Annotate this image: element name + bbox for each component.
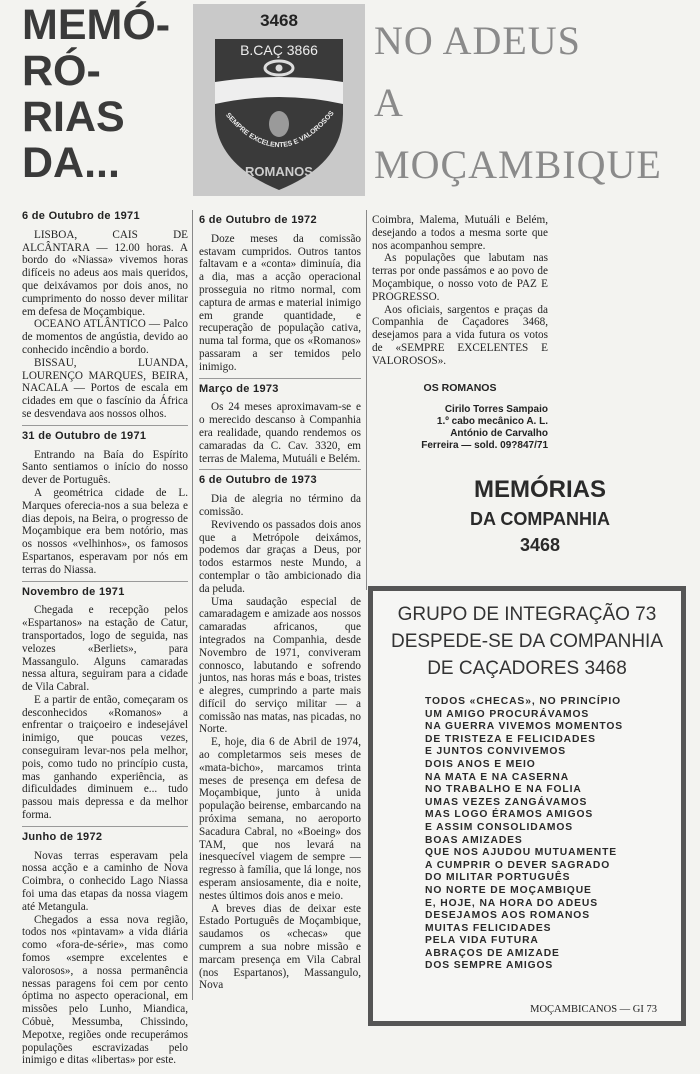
paragraph: As populações que labutam nas terras por onde passámos e ao povo de Moçambique, o nosso voto de PAZ E PROGRESSO. — [372, 252, 548, 303]
crest-number: 3468 — [260, 11, 298, 30]
farewell-signature: MOÇAMBICANOS — GI 73 — [530, 1004, 657, 1015]
poem-line: E JUNTOS CONVIVEMOS — [425, 746, 567, 758]
poem-line: QUE NOS AJUDOU MUTUAMENTE — [425, 847, 618, 859]
poem-line: DOIS ANOS E MEIO — [425, 758, 536, 770]
article-section — [199, 214, 361, 379]
article-column-1 — [22, 206, 188, 1074]
kicker-line: RÓ- — [22, 47, 101, 95]
farewell-title — [379, 601, 675, 682]
section-date: 6 de Outubro de 1973 — [199, 474, 317, 487]
paragraph: A breves dias de deixar este Estado Português de Moçambique, saudamos os «checas» que cumprem a sua nobre missão e marcam presença em Vila Cabral (nos Espartanos), Massangulo, Nova — [199, 902, 361, 992]
article-column-3 — [372, 214, 548, 452]
poem-line: PELA VIDA FUTURA — [425, 935, 539, 947]
section-date: 31 de Outubro de 1971 — [22, 429, 147, 442]
poem-line: BOAS AMIZADES — [425, 834, 523, 846]
signature-line: 1.º cabo mecânico A. L. — [436, 416, 548, 428]
memorias-number: 3468 — [519, 535, 561, 555]
article-section — [199, 383, 361, 471]
paragraph: OCEANO ATLÂNTICO — Palco de momentos de angústia, devido ao conhecido incêndio a bordo. — [22, 318, 188, 356]
poem-line: NA GUERRA VIVEMOS MOMENTOS — [425, 721, 624, 733]
farewell-box — [368, 586, 686, 1026]
crest-shield-icon — [193, 4, 365, 196]
headline-line: MOÇAMBIQUE — [374, 142, 662, 187]
poem-line: UM AMIGO PROCURÁVAMOS — [425, 708, 590, 720]
paragraph: BISSAU, LUANDA, LOURENÇO MARQUES, BEIRA, NACALA — Portos de escala em cidades em que o fascínio da África se desvendava aos nossos olhos. — [22, 356, 188, 420]
signature-line: Ferreira — sold. 09?847/71 — [421, 440, 548, 452]
memorias-title: MEMÓRIAS — [474, 476, 606, 503]
poem-line: E, HOJE, NA HORA DO ADEUS — [425, 897, 598, 909]
article-column-2 — [199, 210, 361, 999]
section-date: Novembro de 1971 — [22, 585, 125, 598]
headline — [374, 10, 694, 196]
paragraph: Chegados a essa nova região, todos nos «pintavam» a vida diária como «fora-de-série», mas como fomos «sempre excelentes e valorosos», a nossa permanência nessas paragens foi cem por cento óptima no aspecto operacional, em missões pelo Lunho, Miandica, Cóbuè, Messumba, Chissindo, Mepotxe, regiões onde recuperámos populações escravizadas pelo inimigo e ditas «libertas» por este. — [22, 913, 188, 1067]
paragraph: Dia de alegria no término da comissão. — [199, 493, 361, 518]
column-divider — [366, 210, 367, 590]
paragraph: Uma saudação especial de camaradagem e amizade aos nossos camaradas africanos, que integrados na Companhia, desde Novembro de 1971, conviveram connosco, labutando e sofrendo juntos, nas horas más e boas, tristes e alegres, cumprindo a parte mais difícil do serviço militar — a comissão nas matas, nas picadas, no Norte. — [199, 595, 361, 736]
paragraph: Aos oficiais, sargentos e praças da Companhia de Caçadores 3468, desejamos para a vida futura os votos de «SEMPRE EXCELENTES E VALOROSOS». — [372, 303, 548, 367]
paragraph: Novas terras esperavam pela nossa acção e a caminho de Nova Coimbra, o conhecido Lago Niassa foi uma das etapas da nossa viagem até Metangula. — [22, 849, 188, 913]
paragraph: Os 24 meses aproximavam-se e o merecido descanso à Companhia era realidade, quando rendemos os camaradas da C. Cav. 3320, em terras de Malema, Mutuáli e Belém. — [199, 401, 361, 465]
poem-line: DESEJAMOS AOS ROMANOS — [425, 910, 590, 922]
paragraph: LISBOA, CAIS DE ALCÂNTARA — 12.00 horas. A bordo do «Niassa» vivemos horas difíceis no adeus aos mais queridos, que deixávamos por dois anos, no cumprimento do nosso dever militar em defesa de Moçambique. — [22, 228, 188, 318]
poem-line: ABRAÇOS DE AMIZADE — [425, 947, 560, 959]
poem-line: E ASSIM CONSOLIDAMOS — [425, 821, 574, 833]
poem-line: DO MILITAR PORTUGUÊS — [425, 872, 571, 884]
paragraph: Chegada e recepção pelos «Espartanos» na estação de Catur, transportados, logo de seguida, nas velozes «Berliets», para Massangulo. Alguns camaradas nessa altura, seguiram para a cidade de Vila Cabral. — [22, 604, 188, 694]
article-section — [22, 210, 188, 426]
farewell-title-line: GRUPO DE INTEGRAÇÃO 73 — [397, 604, 657, 625]
memorias-box — [455, 474, 625, 580]
kicker-line: MEMÓ- — [22, 1, 171, 49]
paragraph: A geométrica cidade de L. Marques oferecia-nos a sua beleza e dias depois, na Beira, o progresso de Moçambique era bem notório, mas os nossos «velhinhos», os famosos Espartanos, esperavam por nós em terras do Niassa. — [22, 486, 188, 576]
paragraph: E a partir de então, começaram os desconhecidos «Romanos» a enfrentar o traiçoeiro e indesejável inimigo, que poucas vezes, conseguiram levar-nos pela melhor, pois, como tudo no princípio custa, mas ganhando experiência, as dificuldades diminuem e... tudo passou mais depressa e da melhor forma. — [22, 693, 188, 822]
article-section — [22, 831, 188, 1071]
kicker-title — [22, 2, 190, 186]
poem-line: UMAS VEZES ZANGÁVAMOS — [425, 796, 588, 808]
paragraph: Doze meses da comissão estavam cumpridos. Outros tantos faltavam e a «conta» diminuía, dia a dia, mas a acção operacional prosseguia no ritmo normal, com captura de armas e material inimigo em grande quantidade, e recuperação de população cativa, numa tal forma, que os «Romanos» passaram a ser temidos pelo inimigo. — [199, 232, 361, 373]
crest-motto: SEMPRE EXCELENTES E VALOROSOS — [224, 109, 336, 150]
headline-line: A — [374, 80, 404, 125]
kicker-line: DA... — [22, 139, 120, 187]
poem-line: MAS LOGO ÉRAMOS AMIGOS — [425, 809, 594, 821]
article-section — [199, 474, 361, 996]
paragraph: Coimbra, Malema, Mutuáli e Belém, desejando a todos a mesma sorte que nos acompanhou sempre. — [372, 214, 548, 252]
farewell-title-line: DE CAÇADORES 3468 — [427, 658, 627, 679]
column-divider — [192, 210, 193, 1000]
poem-line: DOS SEMPRE AMIGOS — [425, 960, 554, 972]
poem-line: TODOS «CHECAS», NO PRINCÍPIO — [425, 696, 622, 707]
article-section — [22, 430, 188, 582]
crest-name: ROMANOS — [245, 164, 313, 179]
poem-line: A CUMPRIR O DEVER SAGRADO — [425, 859, 611, 871]
poem-line: DE TRISTEZA E FELICIDADES — [425, 733, 596, 745]
signature-line: Cirilo Torres Sampaio — [444, 404, 548, 416]
paragraph: Entrando na Baía do Espírito Santo sentiamos o início do nosso dever de Português. — [22, 448, 188, 487]
article-section — [22, 586, 188, 827]
poem-line: NA MATA E NA CASERNA — [425, 771, 570, 783]
section-date: 6 de Outubro de 1971 — [22, 210, 140, 222]
poem-line: MUITAS FELICIDADES — [425, 922, 552, 934]
crest-unit: B.CAÇ 3866 — [240, 42, 318, 58]
signature-line: António de Carvalho — [450, 428, 548, 440]
memorias-subtitle: DA COMPANHIA — [470, 509, 610, 529]
section-date: Março de 1973 — [199, 382, 279, 395]
headline-line: NO ADEUS — [374, 18, 581, 63]
section-date: 6 de Outubro de 1972 — [199, 214, 317, 226]
poem-line: NO NORTE DE MOÇAMBIQUE — [425, 884, 592, 896]
poem-line: NO TRABALHO E NA FOLIA — [425, 784, 582, 796]
signatures — [372, 404, 548, 452]
paragraph: Revivendo os passados dois anos que a Metrópole deixámos, podemos dar graças a Deus, por todos estarmos neste Mundo, a contemplar o tão ambicionado dia da peluda. — [199, 518, 361, 595]
farewell-poem — [425, 696, 681, 973]
section-date: Junho de 1972 — [22, 830, 103, 843]
paragraph: E, hoje, dia 6 de Abril de 1974, ao completarmos seis meses de «mata-bicho», marcamos trinta meses de presença em defesa de Moçambique, junto à unida população beirense, embarcando na próxima semana, no aeroporto Sacadura Cabral, no «Boeing» dos TAM, que nos levará na inesquecível viagem de sempre — regresso à família, que lá longe, nos esperam ansiosamente, dia e noite, nestes últimos dois anos e meio. — [199, 736, 361, 902]
signoff: OS ROMANOS — [423, 381, 497, 394]
farewell-title-line: DESPEDE-SE DA COMPANHIA — [390, 631, 664, 652]
unit-crest — [193, 4, 365, 196]
kicker-line: RIAS — [22, 93, 125, 141]
